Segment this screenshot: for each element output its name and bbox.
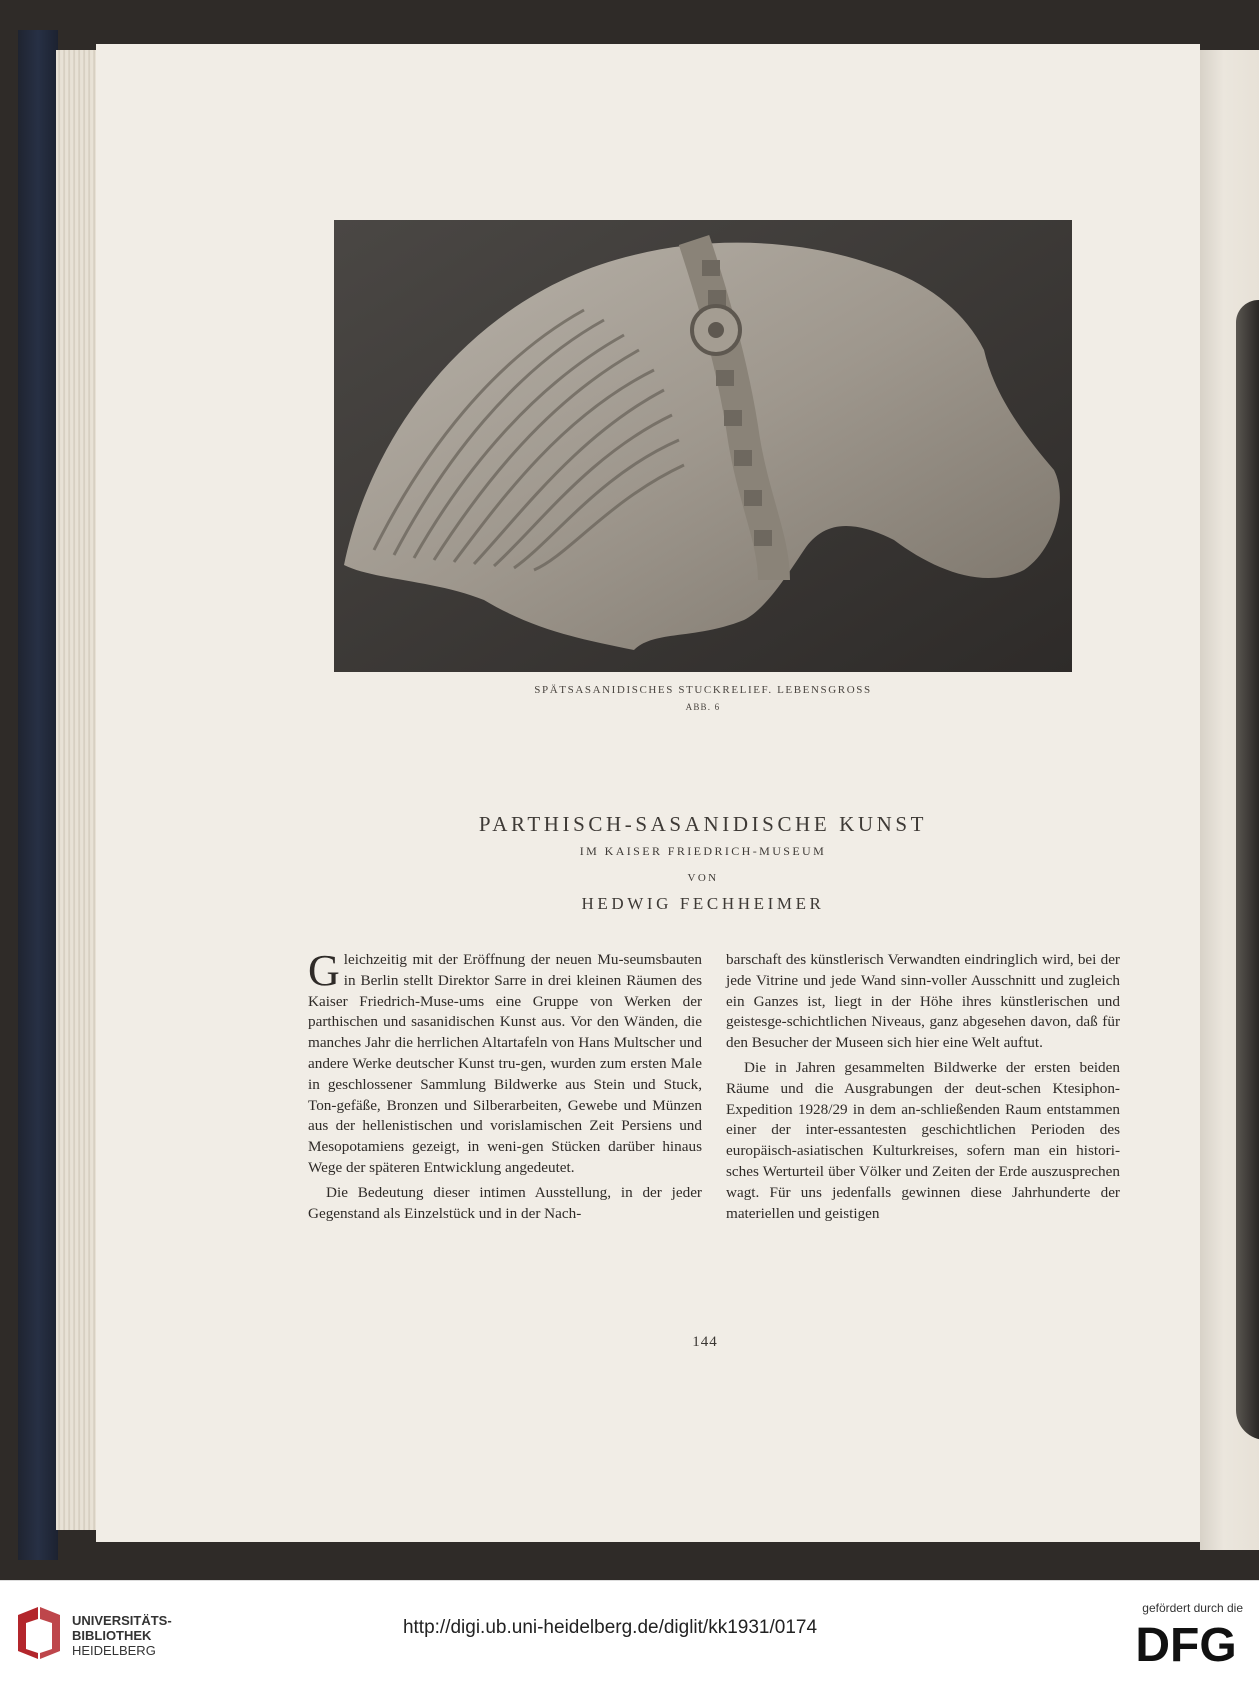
text-column-left [308, 946, 702, 1224]
relief-photograph [334, 220, 1072, 672]
article-subtitle: IM KAISER FRIEDRICH-MUSEUM [579, 844, 827, 858]
book-cover-edge [18, 30, 58, 1560]
library-name-line: BIBLIOTHEK [72, 1628, 152, 1643]
rosette-center [708, 322, 724, 338]
library-name-line: HEIDELBERG [72, 1643, 156, 1658]
text-column-right [726, 950, 1120, 1224]
paragraph [308, 946, 702, 1179]
dfg-logo-icon [1129, 1617, 1243, 1669]
paragraph: Die in Jahren gesammelten Bildwerke der ersten beiden Räume und die Ausgrabungen der deut-schen Ktesiphon-Expedition 1928/29 in dem an-schließenden Raum entstammen einer der inter-essantesten geschichtlichen Perioden des europäisch-asiatischen Kulturkreises, sofern man ein histori-sches Werturteil über Völker und Zeiten der Erde auszusprechen wagt. Für uns jedenfalls gewinnen diese Jahrhunderte der materiellen und geistigen [726, 1058, 1120, 1222]
drop-cap: G [308, 946, 340, 995]
funding-label: gefördert durch die [1142, 1601, 1243, 1615]
university-library-logo-icon [14, 1605, 64, 1661]
paragraph: Die Bedeutung dieser intimen Ausstellung, in der jeder Gegenstand als Einzelstück und in der Nach- [308, 1183, 702, 1222]
footer-bar [0, 1580, 1259, 1684]
paragraph: barschaft des künstlerisch Verwandten eindringlich wird, bei der jede Vitrine und jede Wand sinn-voller Ausschnitt und zugleich ein Ganzes ist, liegt in der Höhe ihres künstlerischen und geistesge-schichtlichen Niveaus, ganz abgesehen davon, daß für den Besucher der Museen sich hier eine Welt auftut. [726, 951, 1120, 1052]
article-author: HEDWIG FECHHEIMER [581, 894, 825, 913]
library-name [72, 1613, 172, 1658]
article-title: PARTHISCH-SASANIDISCHE KUNST [478, 812, 928, 836]
byline-prefix: VON [687, 872, 719, 884]
permalink-url[interactable]: http://digi.ub.uni-heidelberg.de/diglit/kk1931/0174 [402, 1617, 818, 1638]
page-number: 144 [692, 1334, 718, 1350]
paragraph-text: leichzeitig mit der Eröffnung der neuen Mu-seumsbauten in Berlin stellt Direktor Sarre in drei kleinen Räumen des Kaiser Friedrich-Muse-ums eine Gruppe von Werken der parthischen und sasanidischen Kunst aus. Vor den Wänden, die manches Jahr die herrlichen Altartafeln von Hans Multscher und andere Werke deutscher Kunst tru-gen, wurden zum ersten Male in geschlossener Sammlung Bildwerke aus Stein und Stuck, Ton-gefäße, Bronzen und Silberarbeiten, Gewebe und Münzen aus der hellenistischen und vorislamischen Zeit Persiens und Mesopotamiens gezeigt, in weni-gen Stücken darüber hinaus Wege der späteren Entwicklung angedeutet. [308, 951, 702, 1176]
horse-relief-image [334, 220, 1072, 672]
figure-label: ABB. 6 [685, 702, 721, 712]
page-stack-edges [56, 50, 98, 1530]
figure-caption: SPÄTSASANIDISCHES STUCKRELIEF. LEBENSGROSS [534, 684, 872, 696]
library-name-line: UNIVERSITÄTS- [72, 1613, 172, 1628]
dfg-logo-text: DFG [1135, 1619, 1237, 1669]
facing-page-photo-fragment [1236, 300, 1259, 1440]
